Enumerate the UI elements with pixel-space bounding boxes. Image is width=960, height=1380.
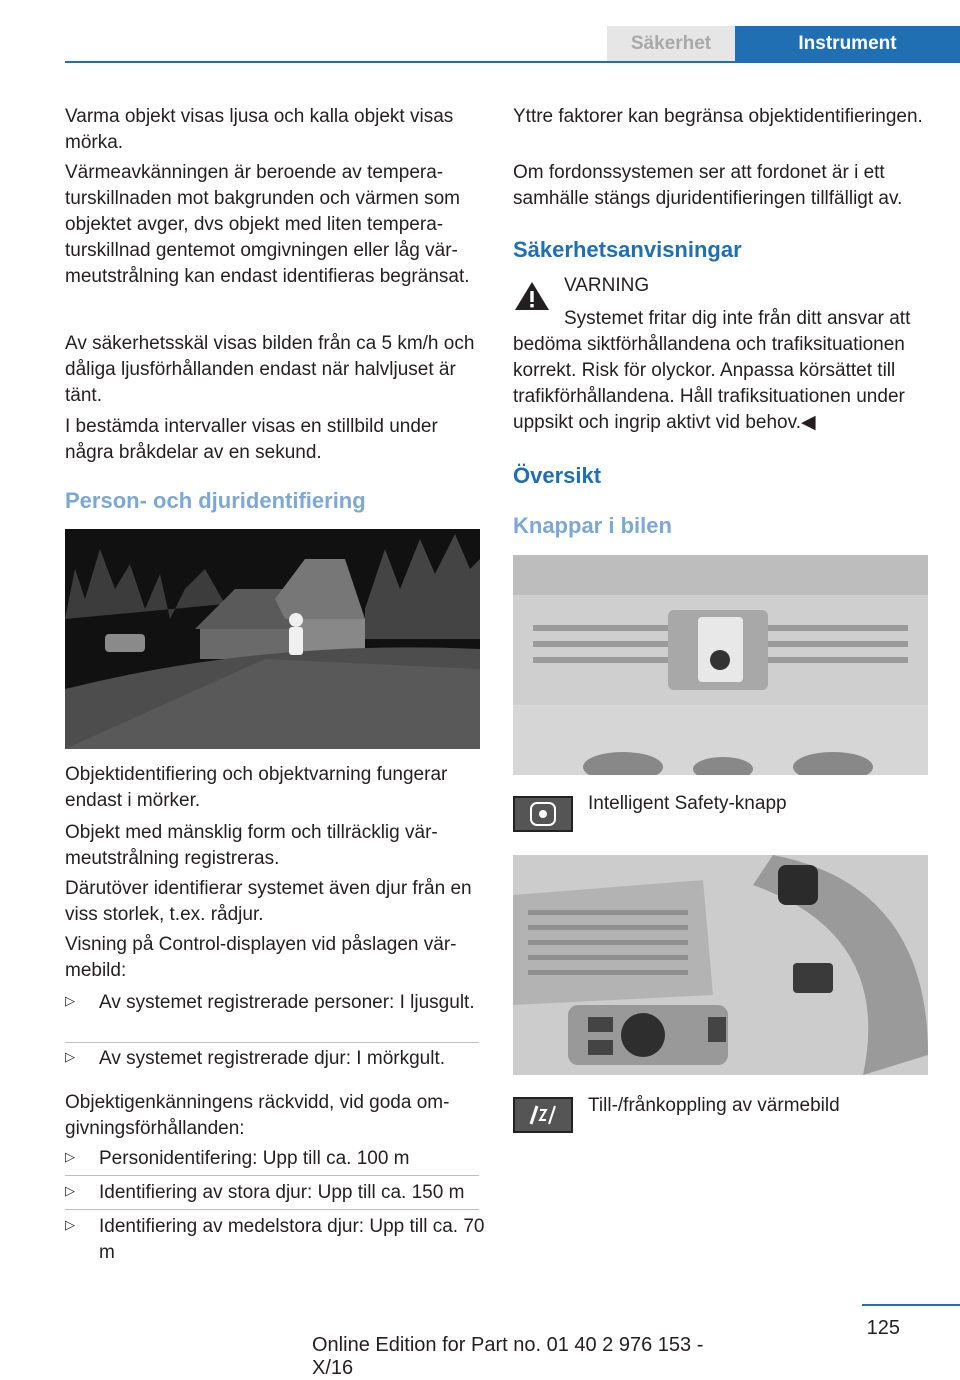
caption: Intelligent Safety-knapp bbox=[588, 793, 787, 814]
list-item-text: Av systemet registrerade personer: I ljusgult. bbox=[99, 992, 475, 1013]
paragraph: Objektigenkänningens räckvidd, vid goda omgivningsförhållanden: bbox=[65, 1092, 450, 1139]
page-number: 125 bbox=[866, 1317, 900, 1339]
list-item bbox=[65, 1146, 485, 1172]
thermal-image-graphic bbox=[65, 529, 480, 749]
section-heading: Säkerhetsanvisningar bbox=[513, 237, 742, 262]
divider bbox=[65, 1175, 479, 1176]
list-item-text: Personidentifering: Upp till ca. 100 m bbox=[99, 1148, 410, 1169]
intelligent-safety-icon bbox=[513, 796, 573, 832]
list-item bbox=[65, 1214, 485, 1266]
thermal-image-toggle-icon bbox=[513, 1097, 573, 1133]
section-heading: Person- och djuridentifiering bbox=[65, 488, 366, 513]
bullet-triangle-icon: ▷ bbox=[65, 1217, 75, 1232]
list-item-text: Identifiering av stora djur: Upp till ca. 150 m bbox=[99, 1182, 465, 1203]
divider bbox=[65, 1209, 479, 1210]
paragraph: Objektidentifiering och objektvarning fungerar endast i mörker. bbox=[65, 764, 448, 811]
bullet-triangle-icon: ▷ bbox=[65, 993, 75, 1008]
header-rule bbox=[65, 61, 960, 63]
light-switch-photo bbox=[513, 855, 928, 1075]
paragraph: Varma objekt visas ljusa och kalla objekt visas mörka. bbox=[65, 106, 454, 153]
subsection-heading: Knappar i bilen bbox=[513, 513, 672, 538]
paragraph: I bestämda intervaller visas en stillbild under några bråkdelar av en sekund. bbox=[65, 416, 438, 463]
paragraph: Yttre faktorer kan begränsa objektidentifieringen. bbox=[513, 106, 923, 127]
divider bbox=[65, 1042, 479, 1043]
tab-sakerhet[interactable]: Säkerhet bbox=[607, 26, 735, 61]
tab-instrument[interactable]: Instrument bbox=[735, 26, 960, 61]
paragraph: Därutöver identifierar systemet även djur från en viss storlek, t.ex. rådjur. bbox=[65, 878, 472, 925]
paragraph: Visning på Control-displayen vid påslagen värmebild: bbox=[65, 934, 457, 981]
list-item-text: Identifiering av medelstora djur: Upp till ca. 70 m bbox=[99, 1216, 485, 1263]
paragraph: Av säkerhetsskäl visas bilden från ca 5 km/h och dåliga ljusförhållanden endast när halvljuset är tänt. bbox=[65, 333, 475, 406]
paragraph: Objekt med mänsklig form och tillräcklig värmeutstrålning registreras. bbox=[65, 822, 438, 869]
thermal-image bbox=[65, 529, 480, 749]
list-item bbox=[65, 1046, 485, 1072]
caption: Till-/frånkoppling av värmebild bbox=[588, 1095, 840, 1116]
list-item bbox=[65, 1180, 485, 1206]
bullet-triangle-icon: ▷ bbox=[65, 1049, 75, 1064]
paragraph: Värmeavkänningen är beroende av temperaturskillnaden mot bakgrunden och värmen som objektet avger, dvs objekt med liten temperaturskillnad gentemot omgivningen eller låg värmeutstrålning kan endast identifieras begränsat. bbox=[65, 162, 470, 287]
warning-title: VARNING bbox=[564, 275, 650, 296]
warning-text: Systemet fritar dig inte från ditt ansvar att bedöma siktförhållandena och trafiksituationen korrekt. Risk för olyckor. Anpassa körsättet till trafikförhållandena. Håll trafiksituationen under uppsikt och ingrip aktivt vid behov.◀ bbox=[513, 308, 911, 433]
footer-rule bbox=[862, 1304, 960, 1306]
list-item-text: Av systemet registrerade djur: I mörkgult. bbox=[99, 1048, 445, 1069]
bullet-triangle-icon: ▷ bbox=[65, 1183, 75, 1198]
list-item bbox=[65, 990, 485, 1042]
dashboard-vent-photo bbox=[513, 555, 928, 775]
paragraph: Om fordonssystemen ser att fordonet är i ett samhälle stängs djuridentifieringen tillfälligt av. bbox=[513, 162, 903, 209]
section-heading: Översikt bbox=[513, 463, 602, 488]
online-edition-note: Online Edition for Part no. 01 40 2 976 153 - X/16 bbox=[312, 1334, 704, 1379]
bullet-triangle-icon: ▷ bbox=[65, 1149, 75, 1164]
